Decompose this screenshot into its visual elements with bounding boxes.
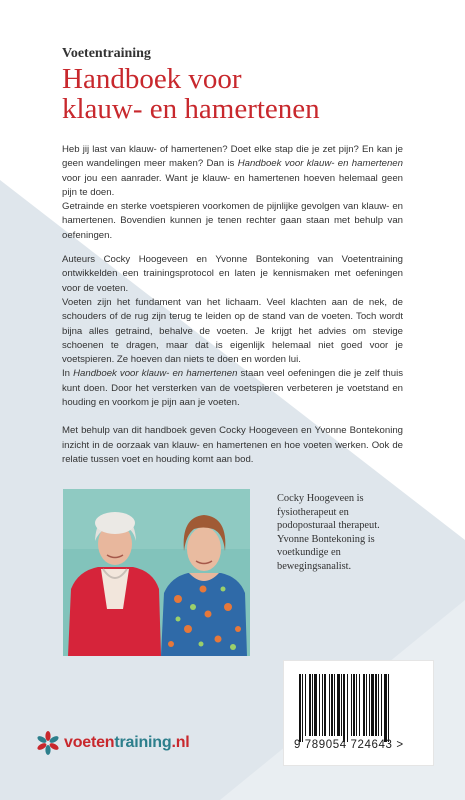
series-name: Voetentraining (62, 46, 151, 61)
isbn-barcode (283, 660, 434, 766)
authors-photo-illustration (63, 489, 250, 656)
asterisk-flower-logo-icon (35, 730, 61, 756)
logo-text-part: .nl (171, 734, 190, 751)
blurb-paragraph-2: Getrainde en sterke voetspieren voorkomen de pijnlijke gevolgen van klauw- en hamertenen. Bovendien kunnen je tenen rechter gaan staan met behulp van oefeningen. (62, 201, 403, 241)
book-title (62, 64, 442, 124)
publisher-name (64, 734, 190, 752)
book-title-italic: Handboek voor klauw- en hamertenen (237, 158, 403, 170)
blurb-text-run: In (62, 368, 74, 380)
title-line-2: klauw- en hamertenen (62, 93, 320, 125)
paragraph-spacer (62, 243, 403, 253)
title-line-1: Handboek voor (62, 63, 242, 95)
logo-text-part: voeten (64, 734, 115, 751)
paragraph-spacer (62, 410, 403, 424)
blurb-text-run: Heb jij last van klauw- of hamertenen? Doet elke stap die je zet pijn? En kan je geen wandelingen meer maken? Dan is (62, 144, 403, 170)
logo-text-part: training (114, 734, 172, 751)
blurb-text-run: voor jou een aanrader. Want je klauw- en hamertenen hoeven helemaal geen pijn te doen. (62, 172, 403, 198)
blurb-paragraph-5 (62, 367, 403, 410)
barcode-bars (299, 674, 419, 744)
authors-caption: Cocky Hoogeveen is fysiotherapeut en podoposturaal therapeut. Yvonne Bontekoning is voetkundige en bewegingsanalist. (277, 493, 380, 572)
isbn-digits: 9 789054 724643 > (294, 739, 404, 751)
blurb-paragraph-3: Auteurs Cocky Hoogeveen en Yvonne Bontekoning van Voetentraining ontwikkelden een trainingsprotocol en laten je kennismaken met oefeningen voor de voeten. (62, 254, 403, 294)
publisher-logo[interactable] (35, 728, 190, 758)
blurb-text-run: staan veel oefeningen die je zelf thuis kunt doen. Door het versterken van de voetspieren verbeteren je voetstand en houding en voorkom je pijn aan je voeten. (62, 368, 403, 409)
book-title-italic: Handboek voor klauw- en hamertenen (73, 368, 238, 380)
authors-photo (63, 489, 250, 656)
blurb-text (62, 143, 403, 467)
blurb-paragraph-4: Voeten zijn het fundament van het lichaam. Veel klachten aan de nek, de schouders of de rug zijn terug te leiden op de stand van de voeten. Toch wordt bijna alles getraind, behalve de voeten. Je krijgt het advies om stevige schoenen te dragen, maar dat is eigenlijk helemaal niet goed voor je voetspieren. Ze hoeven dan niets te doen en worden lui. (62, 296, 403, 366)
blurb-paragraph-1 (62, 143, 403, 200)
blurb-paragraph-6: Met behulp van dit handboek geven Cocky Hoogeveen en Yvonne Bontekoning inzicht in de oorzaak van klauw- en hamertenen en hoe voeten werken. Ook de relatie tussen voet en houding komt aan bod. (62, 425, 403, 465)
